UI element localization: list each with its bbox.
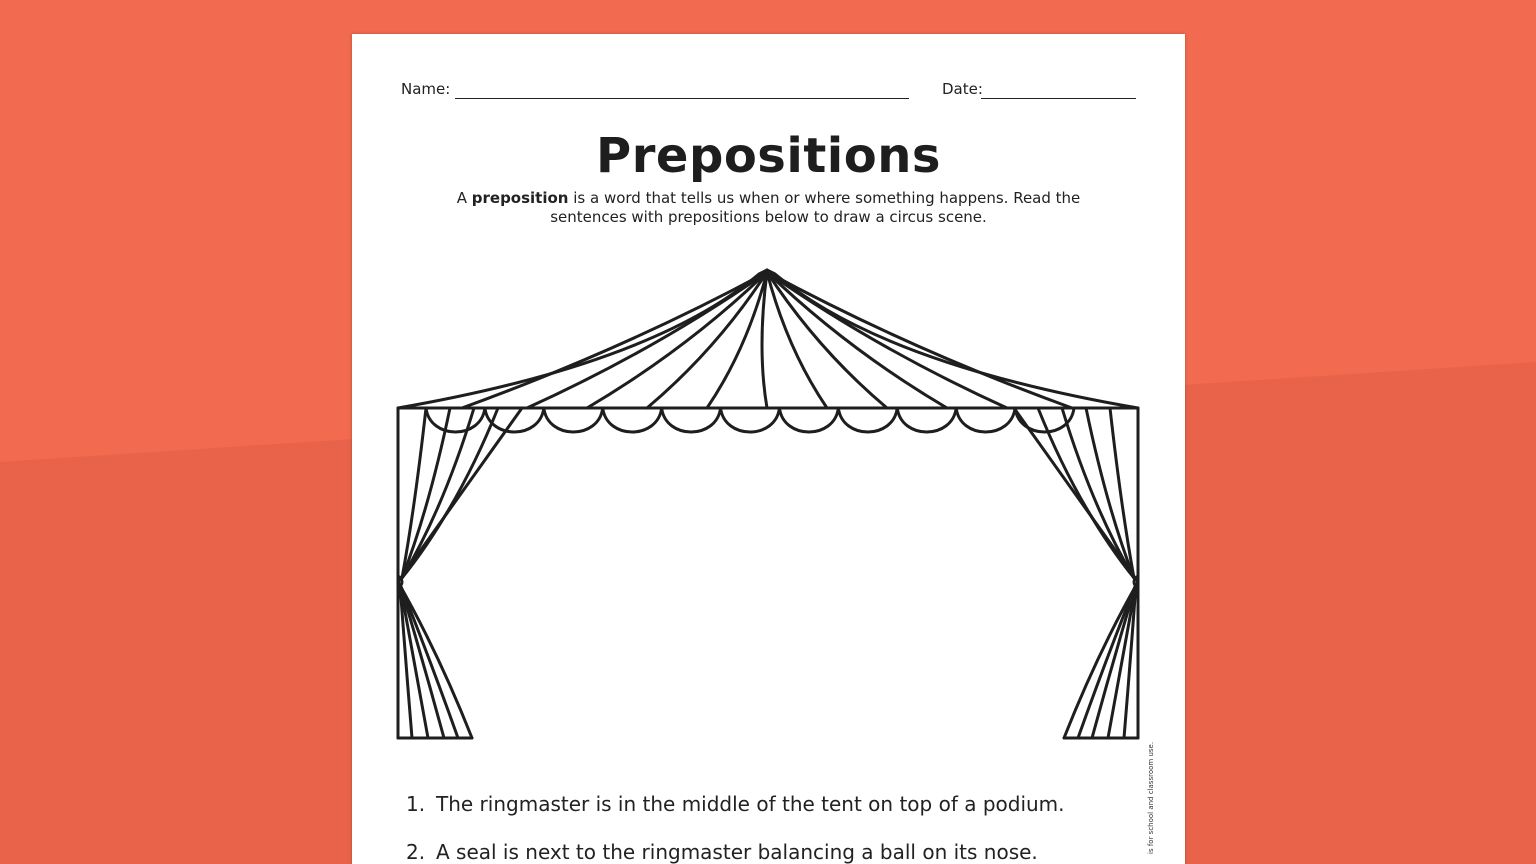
roof-edge-left [398,270,767,408]
circus-tent-icon [352,34,1185,864]
valance-scallop [721,408,780,432]
copyright-note: is for school and classroom use. [1147,741,1155,854]
roof-edge-right [767,270,1138,408]
sentence-list [406,792,1065,864]
valance-scallop [897,408,956,432]
valance-scallop [779,408,838,432]
list-item [406,840,1065,864]
tent-valance [426,408,1074,432]
valance-scallop [956,408,1015,432]
roof-stripe [767,272,947,408]
item-text: A seal is next to the ringmaster balancing a ball on its nose. [436,840,1038,864]
valance-scallop [662,408,721,432]
page-title: Prepositions [596,128,941,184]
valance-scallop [426,408,485,432]
tent-roof [398,270,1138,408]
roof-stripe [647,272,767,408]
date-label: Date: [942,80,983,98]
roof-stripe [767,272,887,408]
item-number: 2. [406,840,426,864]
right-curtain [1014,408,1138,738]
valance-scallop [603,408,662,432]
item-text: The ringmaster is in the middle of the tent on top of a podium. [436,792,1065,816]
item-number: 1. [406,792,426,816]
valance-scallop [544,408,603,432]
roof-stripe [587,272,767,408]
list-item [406,792,1065,840]
valance-scallop [838,408,897,432]
intro-keyword: preposition [471,189,569,207]
intro-suffix: is a word that tells us when or where something happens. Read the sentences with prepositions below to draw a circus scene. [550,189,1081,226]
worksheet-page [352,34,1185,864]
left-curtain [398,408,522,738]
name-label: Name: [401,80,451,98]
intro-prefix: A [456,189,472,207]
